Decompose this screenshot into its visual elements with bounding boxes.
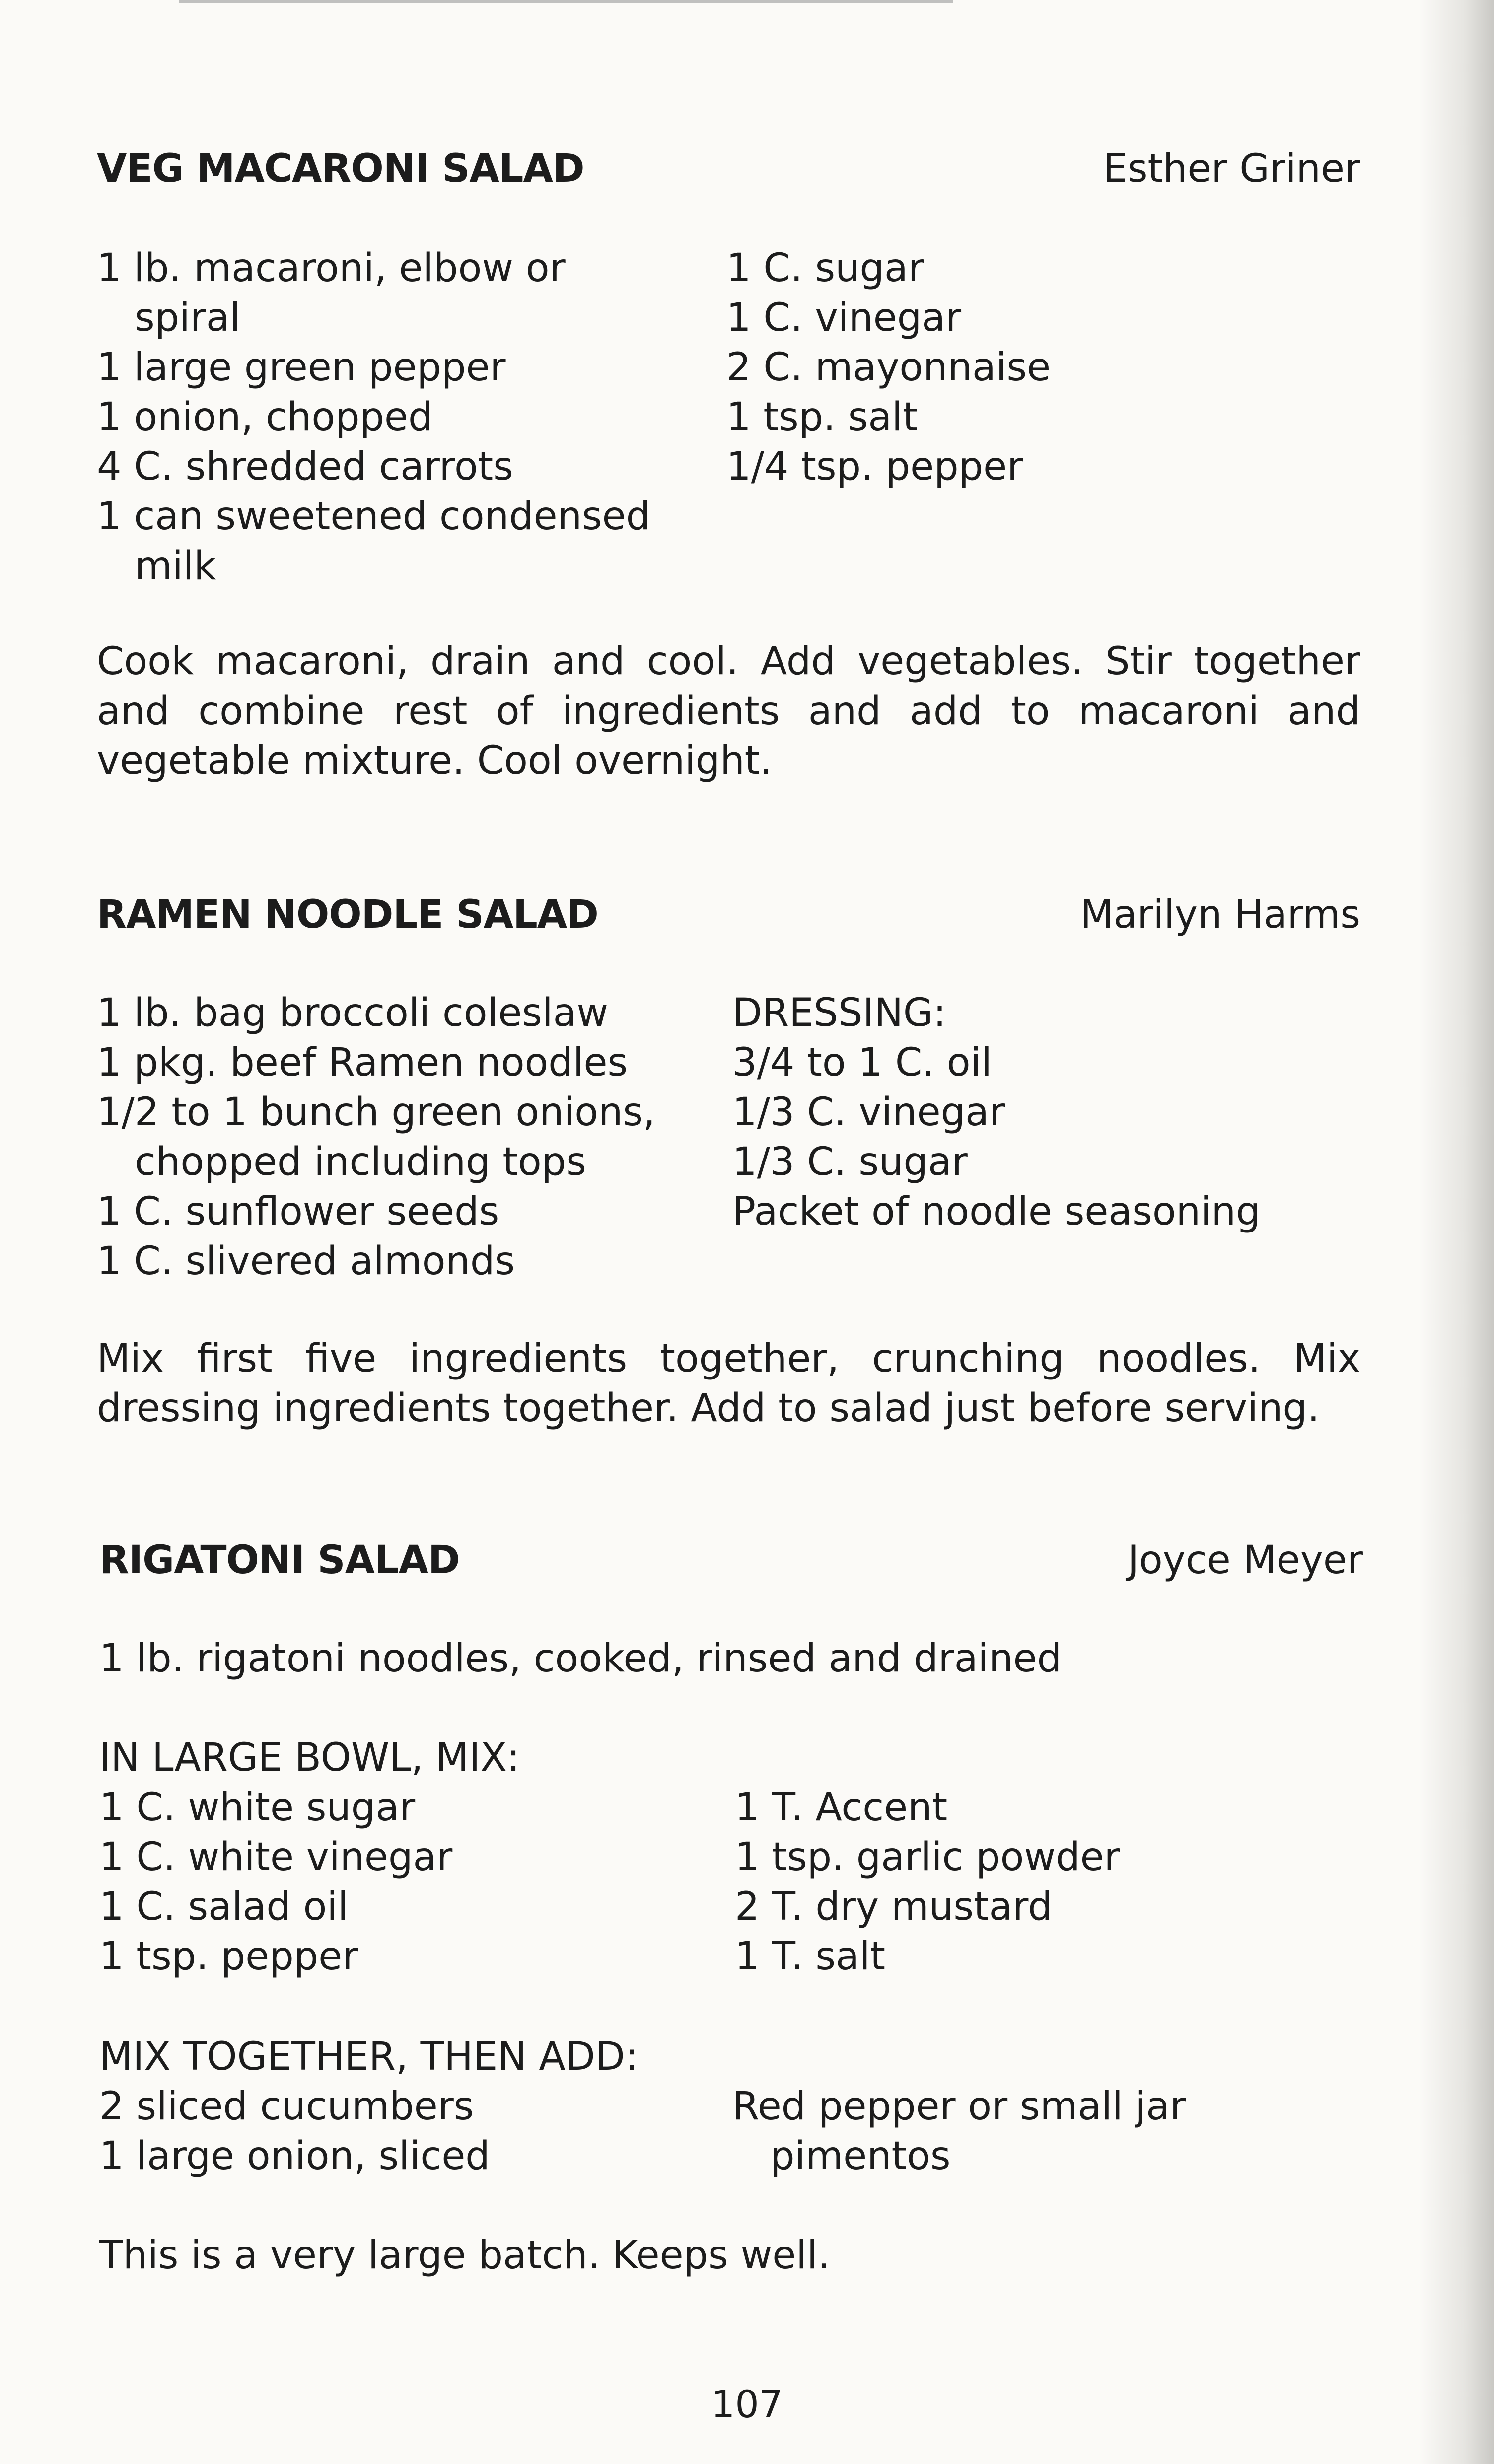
ingredient: 3/4 to 1 C. oil	[732, 1040, 992, 1085]
top-rule	[179, 0, 953, 3]
section-header: MIX TOGETHER, THEN ADD:	[99, 2034, 639, 2079]
bowl-right	[735, 1783, 1120, 1981]
recipe-author: Esther Griner	[1103, 146, 1360, 191]
recipe-veg-macaroni-salad	[97, 144, 1360, 783]
ingredient: 1 pkg. beef Ramen noodles	[97, 1040, 628, 1085]
recipe-directions: Mix first five ingredients together, crunching noodles. Mix dressing ingredients together. Add to salad just before serving.	[97, 1336, 1360, 1431]
ingredient: 1 tsp. pepper	[99, 1934, 358, 1979]
ingredients-left	[97, 988, 655, 1286]
ingredients-right	[732, 988, 1261, 1236]
add-right	[732, 2082, 1186, 2181]
ingredient: 1 lb. macaroni, elbow or	[97, 246, 566, 290]
recipe-author: Joyce Meyer	[1127, 1538, 1363, 1583]
add-section	[99, 2032, 638, 2181]
page-number: 107	[711, 2382, 783, 2426]
ingredient: 1/3 C. vinegar	[732, 1090, 1005, 1135]
ingredient: 1 T. salt	[735, 1934, 886, 1979]
ingredient: 1 C. sugar	[726, 246, 924, 290]
ingredient: 1 C. white vinegar	[99, 1835, 453, 1880]
recipe-header	[97, 144, 1360, 199]
ingredient: pimentos	[770, 2134, 951, 2178]
ingredient: 2 T. dry mustard	[735, 1884, 1053, 1929]
ingredient: 1 C. salad oil	[99, 1884, 349, 1929]
ingredient: 1 large onion, sliced	[99, 2134, 490, 2178]
ingredient: 2 C. mayonnaise	[726, 345, 1051, 390]
ingredient: 1 lb. bag broccoli coleslaw	[97, 991, 609, 1035]
ingredients-left	[97, 243, 650, 591]
ingredient: 1/4 tsp. pepper	[726, 444, 1023, 489]
ingredient: 1 C. white sugar	[99, 1785, 416, 1830]
ingredient: chopped including tops	[135, 1140, 586, 1184]
ingredient: 1/3 C. sugar	[732, 1140, 968, 1184]
ingredient: 1 onion, chopped	[97, 395, 433, 439]
rigatoni-first-line	[99, 1634, 1062, 1683]
ingredient: 1 can sweetened condensed	[97, 494, 651, 539]
recipe-author: Marilyn Harms	[1080, 892, 1360, 937]
ingredient: 1/2 to 1 bunch green onions,	[97, 1090, 655, 1135]
ingredient: 1 C. sunflower seeds	[97, 1189, 499, 1234]
recipe-ramen-noodle-salad	[97, 890, 1360, 1431]
ingredient: 1 tsp. salt	[726, 395, 918, 439]
ingredient: 4 C. shredded carrots	[97, 444, 513, 489]
recipe-header	[97, 890, 1360, 944]
recipe-header	[99, 1535, 1363, 1590]
ingredient: milk	[135, 544, 216, 588]
recipe-note	[99, 2231, 830, 2280]
recipe-title: VEG MACARONI SALAD	[97, 146, 584, 191]
ingredient: 1 tsp. garlic powder	[735, 1835, 1120, 1880]
ingredients-right	[726, 243, 1051, 492]
recipe-rigatoni-salad	[99, 1535, 1363, 2278]
bowl-section	[99, 1733, 520, 1981]
section-header: IN LARGE BOWL, MIX:	[99, 1736, 520, 1780]
recipe-title: RAMEN NOODLE SALAD	[97, 892, 598, 937]
dressing-header: DRESSING:	[732, 991, 946, 1035]
recipe-directions: Cook macaroni, drain and cool. Add vegetables. Stir together and combine rest of ingredients and add to macaroni and vegetable mixture. Cool overnight.	[97, 639, 1360, 783]
ingredient: 1 C. slivered almonds	[97, 1239, 515, 1284]
ingredient: 2 sliced cucumbers	[99, 2084, 474, 2129]
ingredient: Red pepper or small jar	[732, 2084, 1186, 2129]
ingredient: spiral	[135, 295, 241, 340]
ingredient: 1 large green pepper	[97, 345, 506, 390]
ingredient: 1 C. vinegar	[726, 295, 962, 340]
note-text: This is a very large batch. Keeps well.	[99, 2233, 830, 2278]
ingredient: 1 T. Accent	[735, 1785, 948, 1830]
ingredient: 1 lb. rigatoni noodles, cooked, rinsed and drained	[99, 1636, 1062, 1681]
recipe-title: RIGATONI SALAD	[99, 1538, 460, 1583]
ingredient: Packet of noodle seasoning	[732, 1189, 1261, 1234]
